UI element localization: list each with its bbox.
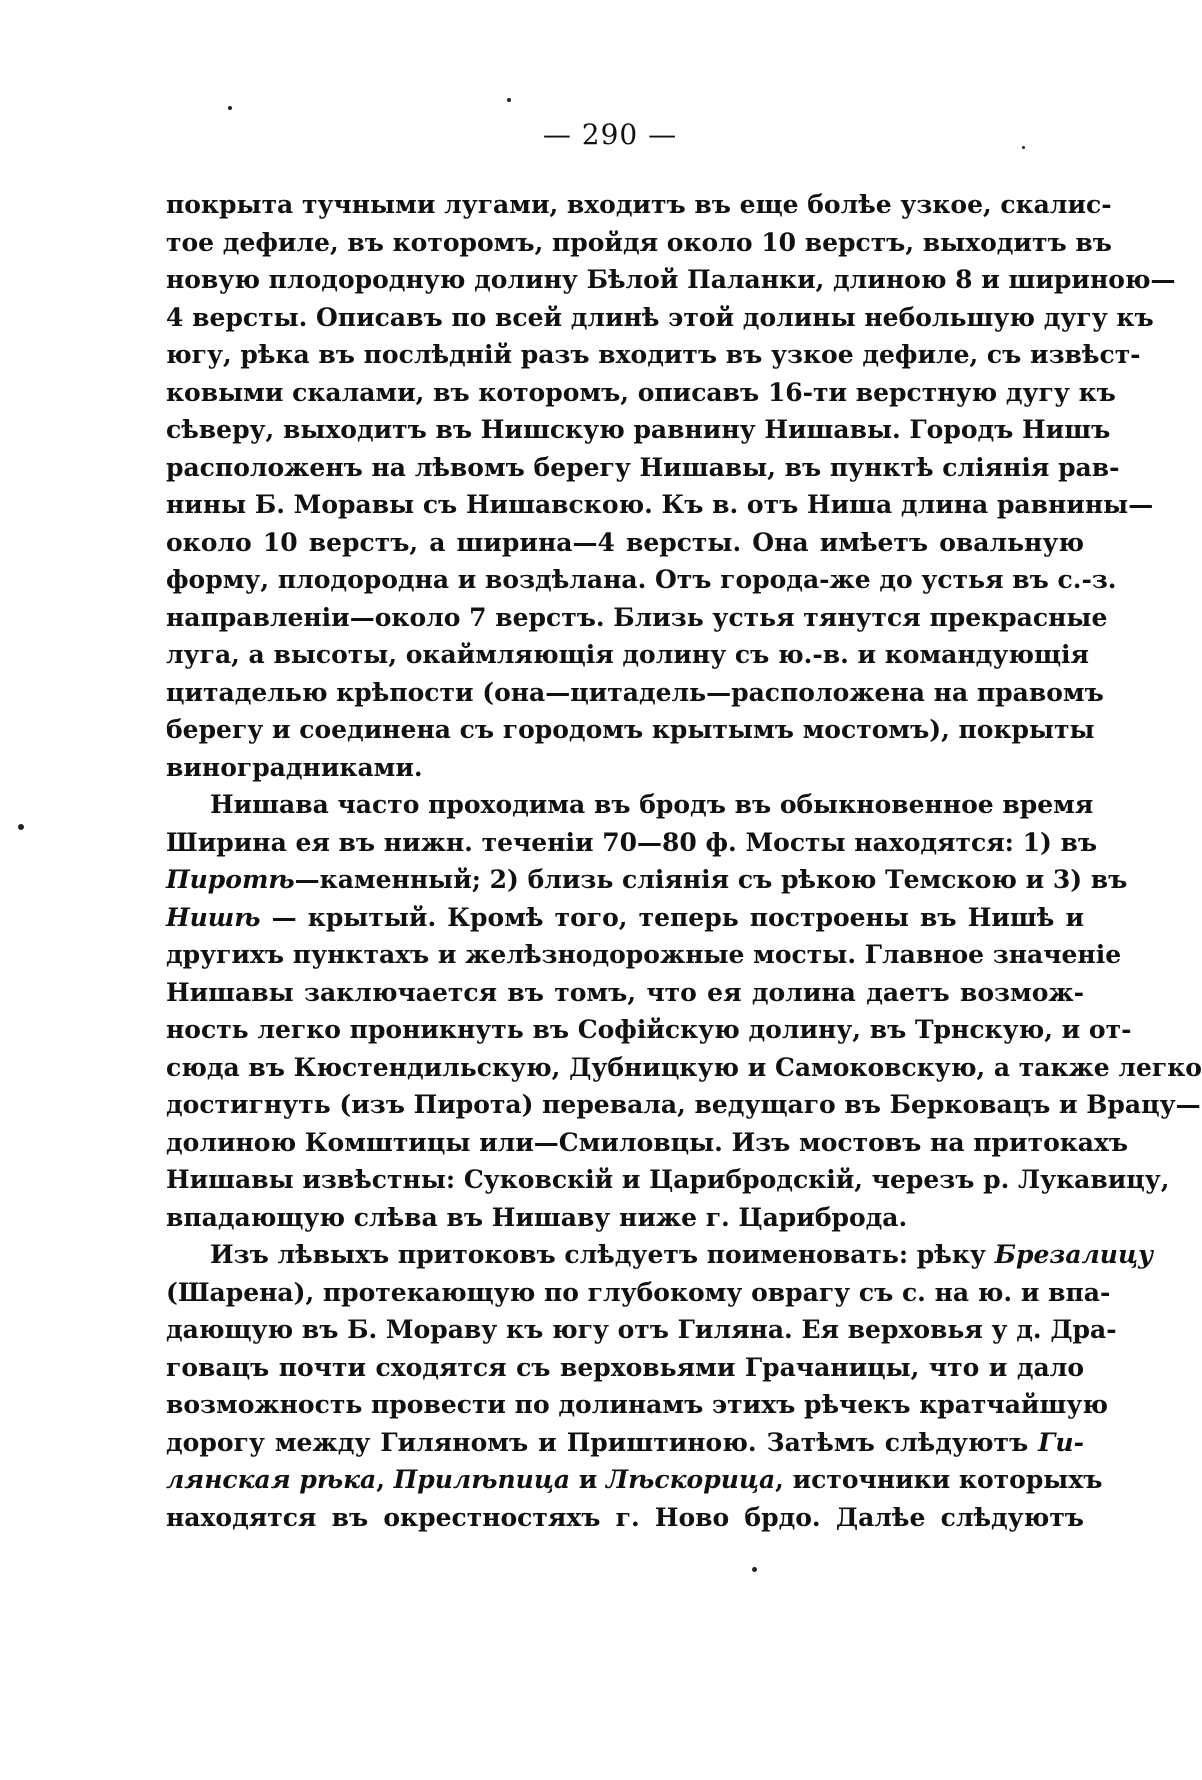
text-line: югу, рѣка въ послѣднiй разъ входитъ въ узкое дефиле, съ извѣст- [166,340,1141,369]
text-line: (Шарена), протекающую по глубокому оврагу съ с. на ю. и впа- [166,1277,1111,1307]
scan-speck [18,824,24,830]
scan-speck [752,1567,757,1572]
text-run: дорогу между Гиляномъ и Приштиною. Затѣмъ слѣдуютъ [166,1427,1039,1457]
paragraph-3 [166,1236,1154,1536]
text-run: Изъ лѣвыхъ притоковъ слѣдуетъ поименовать: рѣку [210,1240,995,1269]
text-line: Нишавы заключается въ томъ, что ея долина даетъ возмож- [166,977,1084,1007]
text-line: луга, а высоты, окаймляющiя долину съ ю.-в. и командующiя [166,640,1089,669]
text-line: впадающую слѣва въ Нишаву ниже г. Цариброда. [166,1202,908,1232]
italic-river-name: Брезалицу [994,1240,1154,1269]
text-line: достигнуть (изъ Пирота) перевала, ведущаго въ Берковацъ и Врацу— [166,1090,1201,1119]
text-line: 4 версты. Описавъ по всей длинѣ этой долины небольшую дугу къ [166,302,1154,332]
body-text [166,186,1202,1536]
text-line [166,861,1128,899]
paragraph-2 [166,786,1202,1236]
text-line: ковыми скалами, въ которомъ, описавъ 16-ти верстную дугу къ [166,377,1116,407]
text-run: , источники которыхъ [775,1465,1103,1494]
text-line: виноградниками. [166,752,423,782]
italic-river-name: Лѣскорица [606,1465,776,1494]
scan-speck [228,106,232,110]
text-line: расположенъ на лѣвомъ берегу Нишавы, въ пунктѣ слiянiя рав- [166,452,1120,482]
text-line: находятся въ окрестностяхъ г. Ново брдо. Далѣе слѣдуютъ [166,1502,1084,1532]
text-line: цитаделью крѣпости (она—цитадель—расположена на правомъ [166,677,1104,707]
text-line: дающую въ Б. Мораву къ югу отъ Гиляна. Ея верховья у д. Дра- [166,1315,1117,1344]
text-line: берегу и соединена съ городомъ крытымъ мостомъ), покрыты [166,715,1095,744]
text-line: ность легко проникнуть въ Софiйскую долину, въ Трнскую, и от- [166,1015,1132,1044]
italic-place-name: Нишѣ [166,902,261,932]
text-line [166,1236,1154,1274]
italic-place-name: Пиротѣ [166,865,295,894]
text-line [166,899,1084,937]
text-line: форму, плодородна и воздѣлана. Отъ города-же до устья въ с.-з. [166,565,1117,594]
text-line: покрыта тучными лугами, входитъ въ еще болѣе узкое, скалис- [166,190,1112,219]
italic-river-name: Ги- [1038,1427,1084,1457]
text-run: —каменный; 2) близь слiянiя съ рѣкою Темскою и 3) въ [294,865,1128,894]
text-line: долиною Комштицы или—Смиловцы. Изъ мостовъ на притокахъ [166,1127,1129,1157]
text-line: говацъ почти сходятся съ верховьями Грачаницы, что и дало [166,1352,1084,1382]
text-line: сѣверу, выходитъ въ Нишскую равнину Нишавы. Городъ Нишъ [166,415,1111,444]
text-line: направленiи—около 7 верстъ. Близь устья тянутся прекрасные [166,602,1108,632]
text-line: новую плодородную долину Бѣлой Паланки, длиною 8 и шириною— [166,265,1176,294]
text-line [166,1424,1084,1462]
scan-speck [507,98,511,102]
text-run: , [376,1465,394,1494]
text-line: сюда въ Кюстендильскую, Дубницкую и Самоковскую, а также легко [166,1052,1202,1082]
text-run: — крытый. Кромѣ того, теперь построены въ Нишѣ и [260,902,1084,932]
scan-speck [1022,146,1025,149]
text-line: тое дефиле, въ которомъ, пройдя около 10 верстъ, выходитъ въ [166,227,1112,257]
text-line: нины Б. Моравы съ Нишавскою. Къ в. отъ Ниша длина равнины— [166,490,1154,519]
text-line: Ширина ея въ нижн. теченiи 70—80 ф. Мосты находятся: 1) въ [166,827,1098,857]
text-line: Нишавы извѣстны: Суковскiй и Царибродскiй, черезъ р. Лукавицу, [166,1165,1170,1194]
page-number: — 290 — [542,118,678,151]
paragraph-1 [166,186,1176,786]
italic-river-name: Прилѣпица [393,1465,571,1494]
italic-river-name: лянская рѣка [166,1465,377,1494]
text-run: и [570,1465,607,1494]
text-line: другихъ пунктахъ и желѣзнодорожные мосты. Главное значенiе [166,940,1122,969]
text-line: возможность провести по долинамъ этихъ рѣчекъ кратчайшую [166,1390,1108,1419]
text-line: около 10 верстъ, а ширина—4 версты. Она имѣетъ овальную [166,527,1084,557]
text-line: Нишава часто проходима въ бродъ въ обыкновенное время [210,790,1094,819]
text-line [166,1461,1103,1499]
